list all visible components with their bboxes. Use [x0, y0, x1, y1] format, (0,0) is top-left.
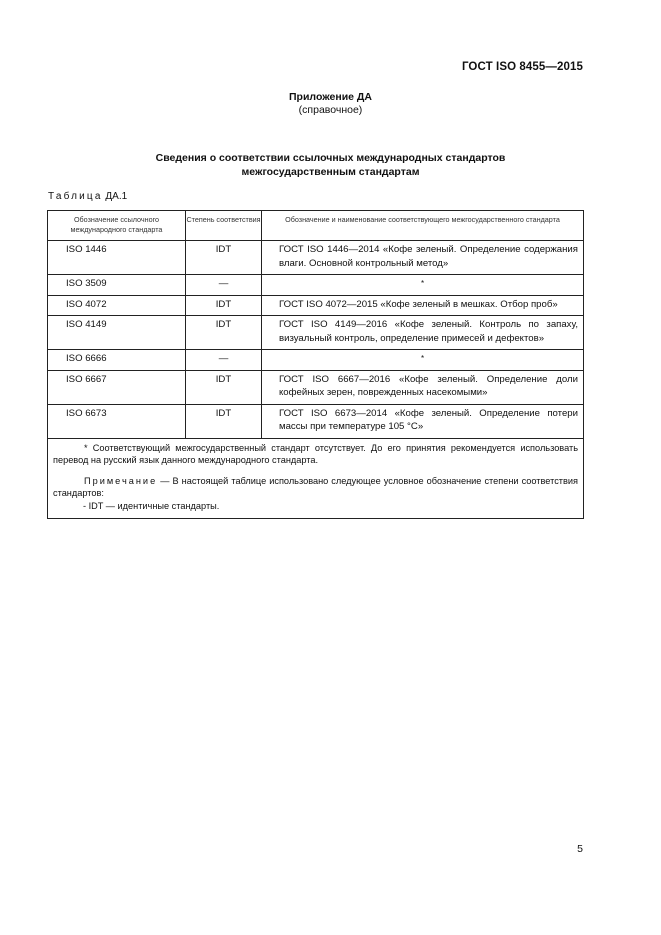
cell-degree: — — [186, 275, 262, 296]
header-degree: Степень соответствия — [186, 211, 262, 241]
table-notes-row — [48, 438, 584, 519]
correspondence-table — [47, 210, 584, 519]
cell-intl: ISO 6667 — [48, 370, 186, 404]
cell-degree: IDT — [186, 316, 262, 350]
note-label: Примечание — [84, 475, 158, 486]
cell-degree: IDT — [186, 241, 262, 275]
cell-national: ГОСТ ISO 4149—2016 «Кофе зеленый. Контроль по запаху, визуальный контроль, определение примесей и дефектов» — [262, 316, 584, 350]
header-national-standard: Обозначение и наименование соответствующего межгосударственного стандарта — [262, 211, 584, 241]
section-title-line-2: межгосударственным стандартам — [241, 165, 420, 178]
section-title-line-1: Сведения о соответствии ссылочных международных стандартов — [155, 152, 506, 164]
cell-national: ГОСТ ISO 4072—2015 «Кофе зеленый в мешках. Отбор проб» — [262, 295, 584, 316]
table-notes — [48, 438, 584, 519]
table-row — [48, 316, 584, 350]
table-label-number: ДА.1 — [105, 191, 128, 202]
table-footnote: * Соответствующий межгосударственный стандарт отсутствует. До его принятия рекомендуется использовать перевод на русский язык данного международного стандарта. — [53, 442, 578, 465]
cell-national: ГОСТ ISO 1446—2014 «Кофе зеленый. Определение содержания влаги. Основной контрольный метод» — [262, 241, 584, 275]
cell-national: ГОСТ ISO 6673—2014 «Кофе зеленый. Определение потери массы при температуре 105 °С» — [262, 404, 584, 438]
table-header-row — [48, 211, 584, 241]
cell-national: ГОСТ ISO 6667—2016 «Кофе зеленый. Определение доли кофейных зерен, поврежденных насекомыми» — [262, 370, 584, 404]
cell-degree: IDT — [186, 295, 262, 316]
annex-title: Приложение ДА — [289, 91, 372, 103]
annex-subtitle: (справочное) — [298, 104, 363, 116]
cell-intl: ISO 6673 — [48, 404, 186, 438]
table-label-word: Таблица — [48, 191, 103, 202]
header-intl-standard: Обозначение ссылочного международного стандарта — [48, 211, 186, 241]
cell-intl: ISO 3509 — [48, 275, 186, 296]
cell-intl: ISO 4072 — [48, 295, 186, 316]
table-row — [48, 295, 584, 316]
table-row — [48, 404, 584, 438]
cell-national: * — [262, 275, 584, 296]
note-item: - IDT — идентичные стандарты. — [83, 500, 220, 511]
table-row — [48, 275, 584, 296]
cell-intl: ISO 1446 — [48, 241, 186, 275]
table-note — [53, 475, 578, 500]
table-row — [48, 350, 584, 371]
cell-national: * — [262, 350, 584, 371]
note-text: — В настоящей таблице использовано следующее условное обозначение степени соответствия стандартов: — [53, 475, 578, 498]
annex-heading — [0, 91, 661, 117]
cell-degree: IDT — [186, 404, 262, 438]
cell-degree: — — [186, 350, 262, 371]
cell-degree: IDT — [186, 370, 262, 404]
cell-intl: ISO 6666 — [48, 350, 186, 371]
document-code: ГОСТ ISO 8455—2015 — [461, 61, 583, 73]
table-label — [48, 191, 127, 202]
table-row — [48, 370, 584, 404]
cell-intl: ISO 4149 — [48, 316, 186, 350]
table-row — [48, 241, 584, 275]
page-number: 5 — [577, 843, 583, 855]
section-title — [0, 152, 661, 179]
